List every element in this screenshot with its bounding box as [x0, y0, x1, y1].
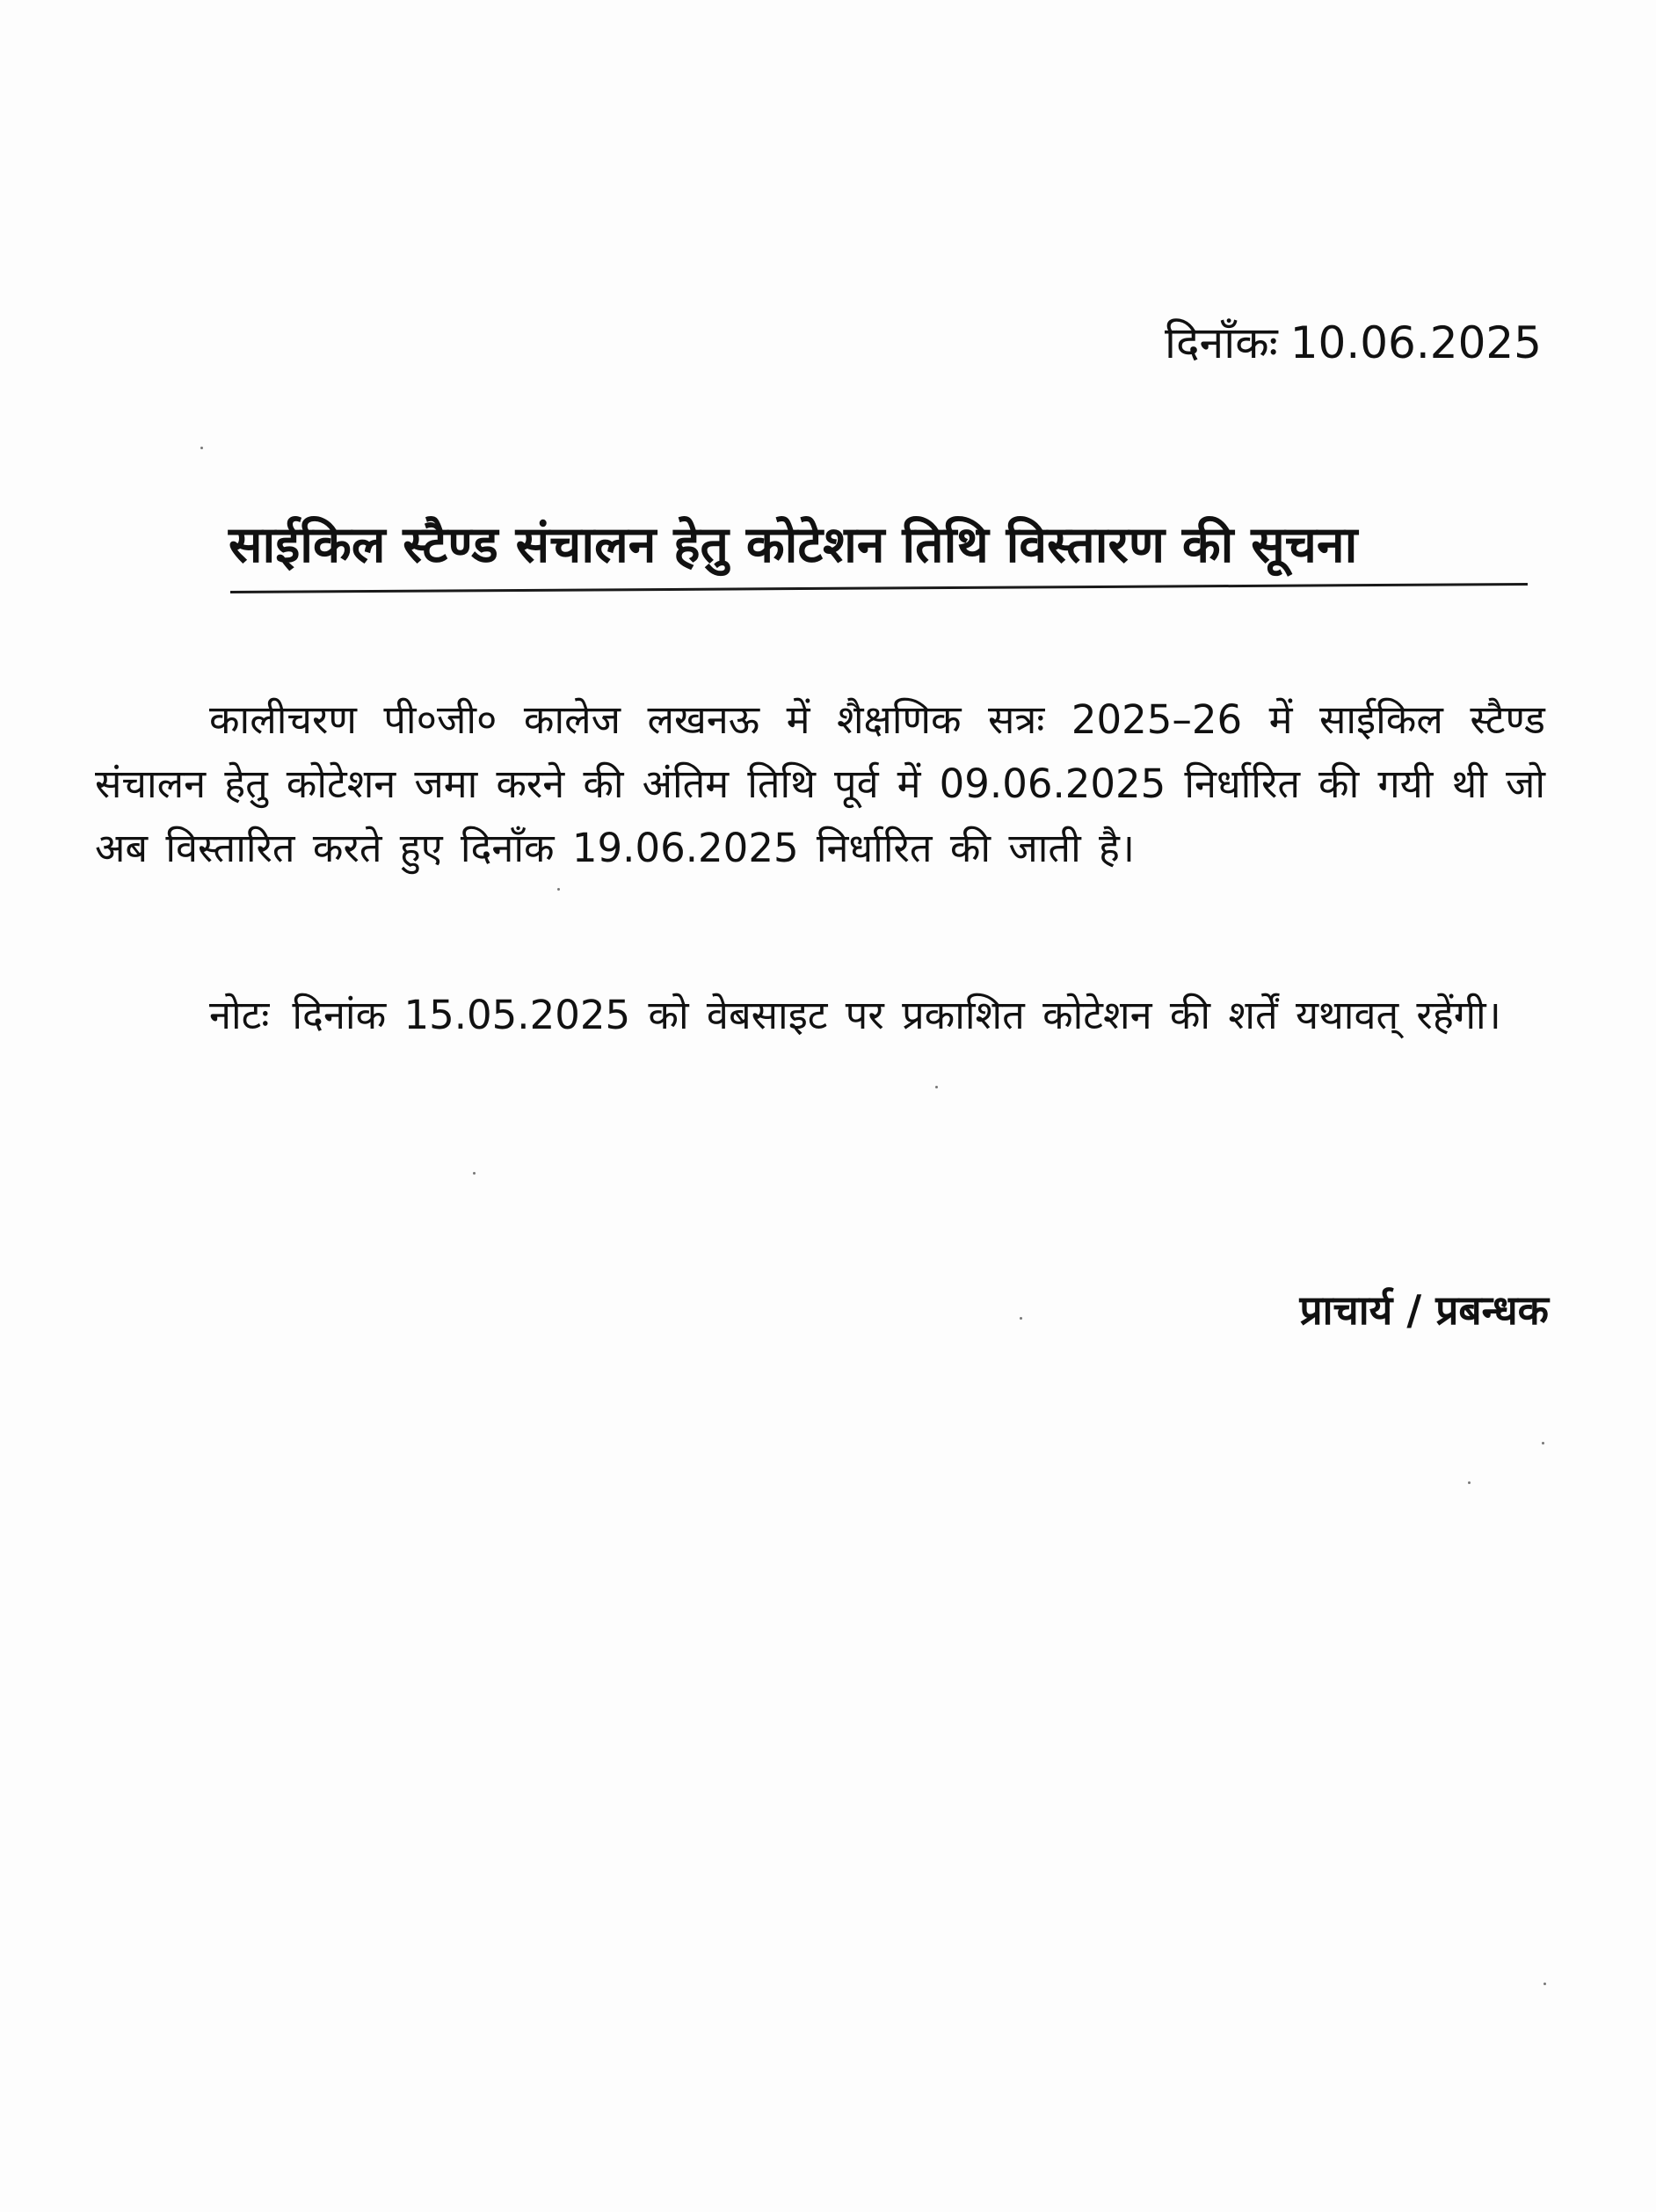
scan-speck	[1542, 1442, 1544, 1444]
notice-date	[1165, 312, 1542, 374]
notice-note	[95, 983, 1545, 1047]
date-label: दिनाँकः	[1165, 317, 1278, 368]
note-label: नोटः	[209, 992, 270, 1038]
scan-speck	[557, 888, 560, 891]
scan-speck	[935, 1086, 938, 1088]
scan-speck	[200, 447, 203, 449]
scan-speck	[1543, 1983, 1546, 1985]
note-text: दिनांक 15.05.2025 को वेबसाइट पर प्रकाशित कोटेशन की शर्तें यथावत् रहेंगी।	[292, 992, 1501, 1038]
scan-speck	[1468, 1481, 1471, 1484]
notice-title: साईकिल स्टैण्ड संचालन हेतु कोटेशन तिथि विस्तारण की सूचना	[229, 516, 1358, 574]
scan-speck	[473, 1172, 476, 1175]
scan-speck	[1020, 1317, 1022, 1320]
notice-body: कालीचरण पी०जी० कालेज लखनऊ में शैक्षणिक सत्रः 2025–26 में साईकिल स्टैण्ड संचालन हेतु कोटेशन जमा करने की अंतिम तिथि पूर्व में 09.06.2025 निर्धारित की गयी थी जो अब विस्तारित करते हुए दिनाँक 19.06.2025 निर्धारित की जाती है।	[95, 696, 1545, 871]
date-value: 10.06.2025	[1289, 317, 1542, 368]
signature: प्राचार्य / प्रबन्धक	[1299, 1286, 1549, 1334]
title-underline	[230, 583, 1528, 593]
